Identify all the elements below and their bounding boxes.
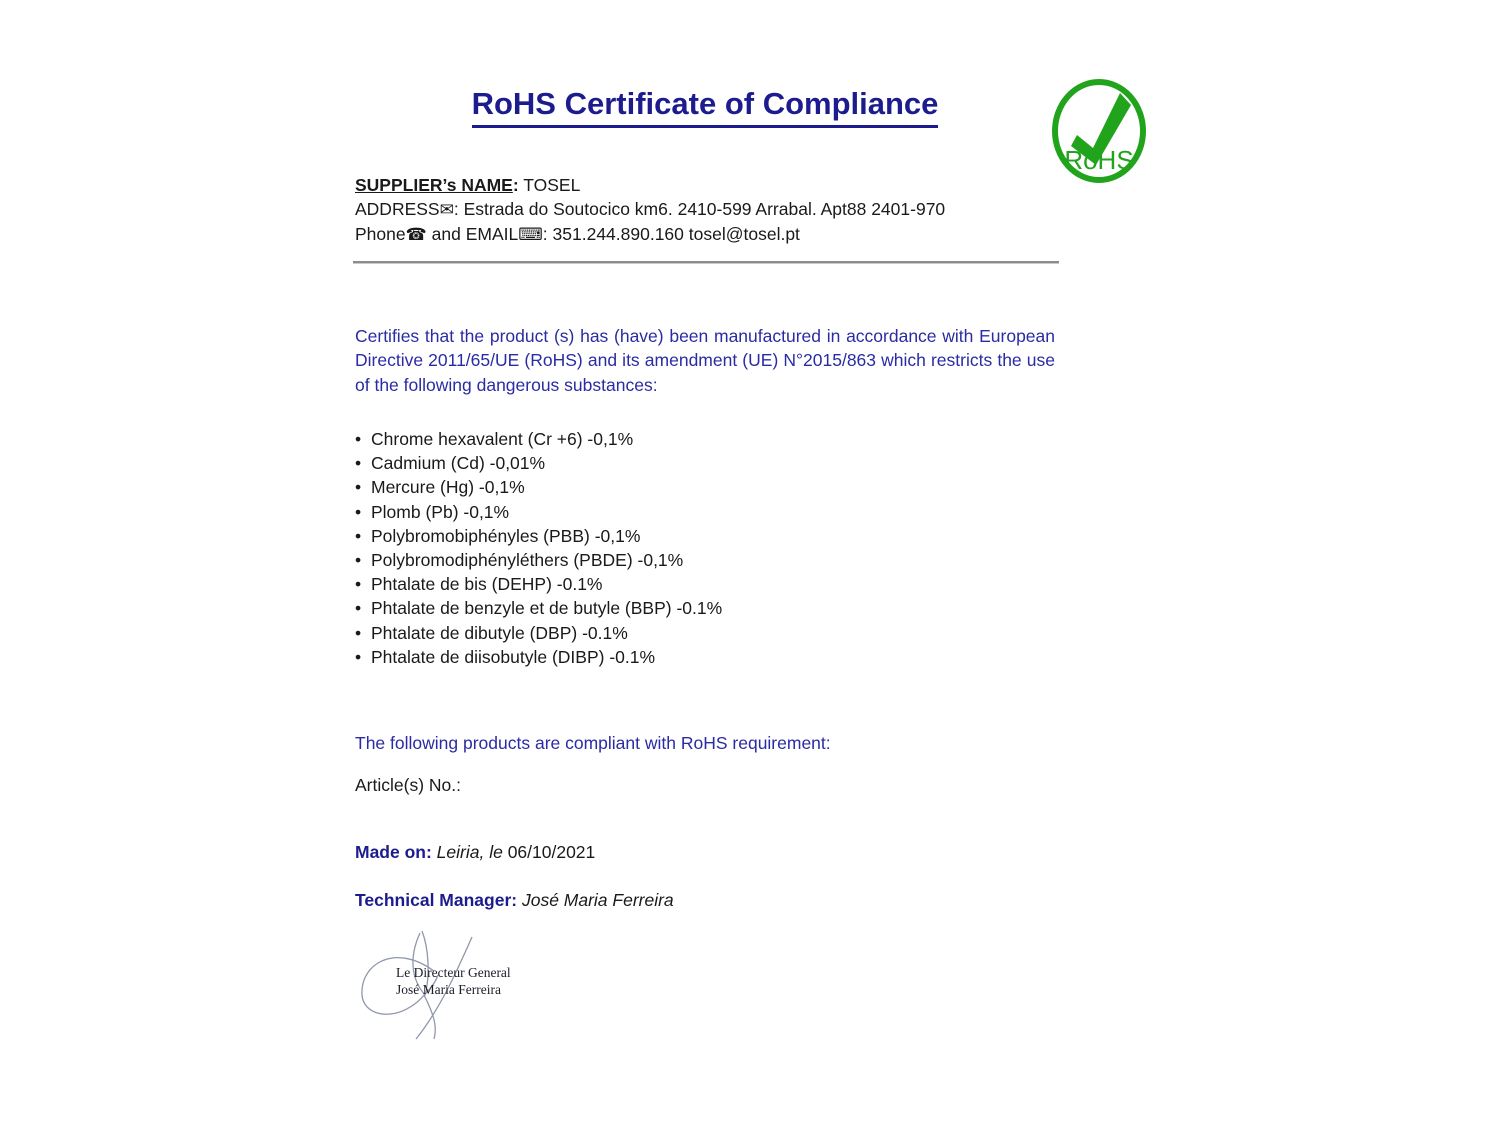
made-on-place: Leiria, le [431,842,508,862]
signature-text [396,964,511,998]
supplier-address-line [355,197,1055,222]
substance-item: • Polybromodiphényléthers (PBDE) -0,1% [355,548,1055,572]
substance-item: • Phtalate de benzyle et de butyle (BBP) -0.1% [355,596,1055,620]
made-on-date: 06/10/2021 [507,842,596,862]
horizontal-divider [353,261,1059,264]
substance-item: • Chrome hexavalent (Cr +6) -0,1% [355,427,1055,451]
technical-manager-name: José Maria Ferreira [517,890,674,910]
signature-name: José Maria Ferreira [396,982,501,997]
contact-value: : 351.244.890.160 tosel@tosel.pt [542,224,800,244]
substance-item: • Polybromobiphényles (PBB) -0,1% [355,524,1055,548]
supplier-contact-line [355,222,1055,247]
compliance-statement: The following products are compliant with RoHS requirement: [355,733,831,753]
made-on-line [355,842,1055,863]
technical-manager-line [355,890,1055,911]
signature-title: Le Directeur General [396,965,511,980]
supplier-name-label: SUPPLIER’s NAME [355,175,513,195]
substance-item: • Plomb (Pb) -0,1% [355,500,1055,524]
rohs-logo [1050,78,1148,184]
substances-list [355,427,1055,669]
substance-item: • Mercure (Hg) -0,1% [355,475,1055,499]
supplier-name-line: SUPPLIER’s NAME: TOSEL [355,175,581,195]
substance-item: • Phtalate de diisobutyle (DIBP) -0.1% [355,645,1055,669]
address-label: ADDRESS [355,199,440,219]
computer-icon: ⌨ [518,225,543,245]
substance-item: • Cadmium (Cd) -0,01% [355,451,1055,475]
envelope-icon: ✉ [439,200,454,220]
substance-item: • Phtalate de dibutyle (DBP) -0.1% [355,621,1055,645]
logo-label: RoHS [1064,145,1134,175]
email-label: and EMAIL [426,224,519,244]
phone-icon: ☎ [405,225,427,245]
phone-label: Phone [355,224,406,244]
article-number-line: Article(s) No.: [355,775,461,795]
supplier-info [355,173,1055,247]
substance-item: • Phtalate de bis (DEHP) -0.1% [355,572,1055,596]
made-on-label: Made on: [355,842,432,862]
title-row [355,86,1055,128]
supplier-name-value: TOSEL [518,175,581,195]
page-title: RoHS Certificate of Compliance [472,86,939,128]
address-value: : Estrada do Soutocico km6. 2410-599 Arrabal. Apt88 2401-970 [453,199,946,219]
certifies-paragraph: Certifies that the product (s) has (have) been manufactured in accordance with European Directive 2011/65/UE (RoHS) and its amendment (UE) N°2015/863 which restricts the use of the following dangerous substances: [355,325,1055,395]
technical-manager-label: Technical Manager: [355,890,518,910]
